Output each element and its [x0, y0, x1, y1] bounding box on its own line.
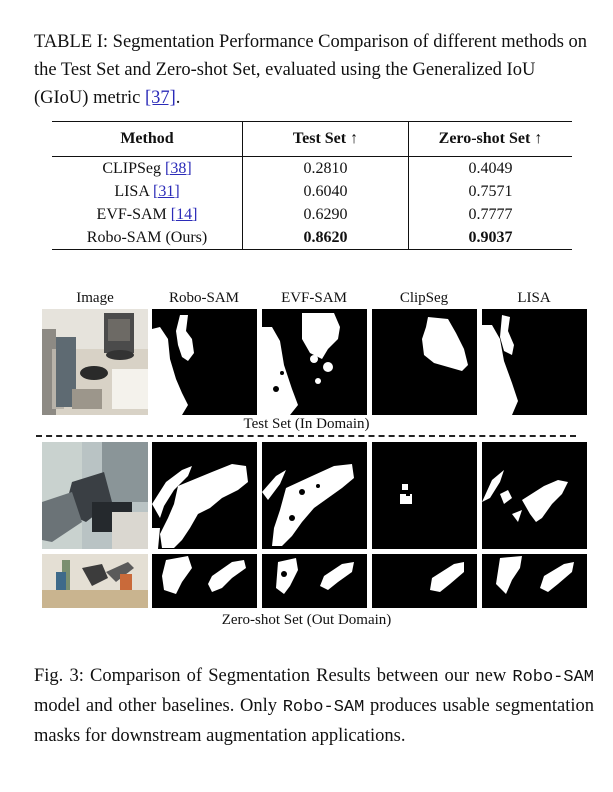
mask-zero2-clipseg [372, 554, 477, 608]
test-score: 0.6040 [243, 180, 409, 203]
mask-zero1-lisa [482, 442, 587, 549]
table-row [52, 157, 572, 181]
mask-zero1-evf-sam [262, 442, 367, 549]
method-cell [52, 226, 243, 250]
table-header-row [52, 122, 572, 157]
table-caption [34, 28, 594, 112]
figure-caption-part: produces usable segmentation masks for downstream augmentation applications. [34, 696, 594, 746]
column-label-image: Image [76, 290, 114, 306]
method-cell [52, 157, 243, 181]
zero-shot-set-label: Zero-shot Set (Out Domain) [221, 612, 392, 628]
mask-test-evf-sam [262, 309, 367, 415]
mask-zero2-robo-sam [152, 554, 257, 608]
mask-test-robo-sam [152, 309, 257, 415]
zero-shot-score: 0.7777 [468, 205, 513, 223]
citation-link-31[interactable]: [31] [153, 182, 180, 200]
figure-caption-part: Fig. 3: Comparison of Segmentation Results between our new [34, 666, 513, 686]
zero-shot-image-photo-1 [42, 442, 148, 549]
test-set-label: Test Set (In Domain) [243, 416, 370, 432]
table-caption-text: TABLE I: Segmentation Performance Comparison of different methods on the Test Set and Zero-shot Set, evaluated using the Generalized IoU (GIoU) metric [34, 32, 588, 108]
table-caption-period: . [175, 88, 181, 108]
results-table [52, 121, 572, 250]
mask-zero2-lisa [482, 554, 587, 608]
mask-zero1-robo-sam [152, 442, 257, 549]
column-label-clipseg: ClipSeg [399, 290, 449, 306]
table-row [52, 180, 572, 203]
figure-caption-part: model and other baselines. Only [34, 696, 283, 716]
test-score: 0.8620 [243, 226, 409, 250]
method-cell [52, 180, 243, 203]
mask-test-clipseg [372, 309, 477, 415]
section-divider [36, 435, 576, 437]
figure-caption [34, 662, 594, 750]
method-cell [52, 203, 243, 226]
table-row [52, 226, 572, 250]
column-label-robo-sam: Robo-SAM [168, 290, 239, 306]
citation-link-14[interactable]: [14] [170, 205, 198, 223]
test-score: 0.6290 [243, 203, 409, 226]
header-zero-shot-set: Zero-shot Set ↑ [438, 130, 543, 147]
zero-shot-image-photo-2 [42, 554, 148, 608]
zero-shot-score: 0.4049 [468, 159, 513, 177]
column-label-lisa: LISA [517, 290, 551, 306]
robo-sam-code-term: Robo-SAM [282, 698, 365, 717]
mask-test-lisa [482, 309, 587, 415]
header-test-set: Test Set ↑ [243, 122, 409, 157]
robo-sam-code-term: Robo-SAM [512, 668, 594, 687]
zero-shot-score: 0.9037 [468, 228, 513, 246]
citation-link-37[interactable]: [37] [144, 88, 176, 108]
method-name: LISA [114, 182, 149, 200]
mask-zero2-evf-sam [262, 554, 367, 608]
zero-shot-score: 0.7571 [468, 182, 513, 200]
mask-zero1-clipseg [372, 442, 477, 549]
method-name: Robo-SAM (Ours) [86, 228, 208, 246]
method-name: CLIPSeg [102, 159, 161, 177]
header-method: Method [52, 122, 243, 157]
citation-link-38[interactable]: [38] [165, 159, 192, 177]
method-name: EVF-SAM [96, 205, 167, 223]
test-score: 0.2810 [243, 157, 409, 181]
table-row [52, 203, 572, 226]
test-image-photo [42, 309, 148, 415]
column-label-evf-sam: EVF-SAM [281, 290, 347, 306]
